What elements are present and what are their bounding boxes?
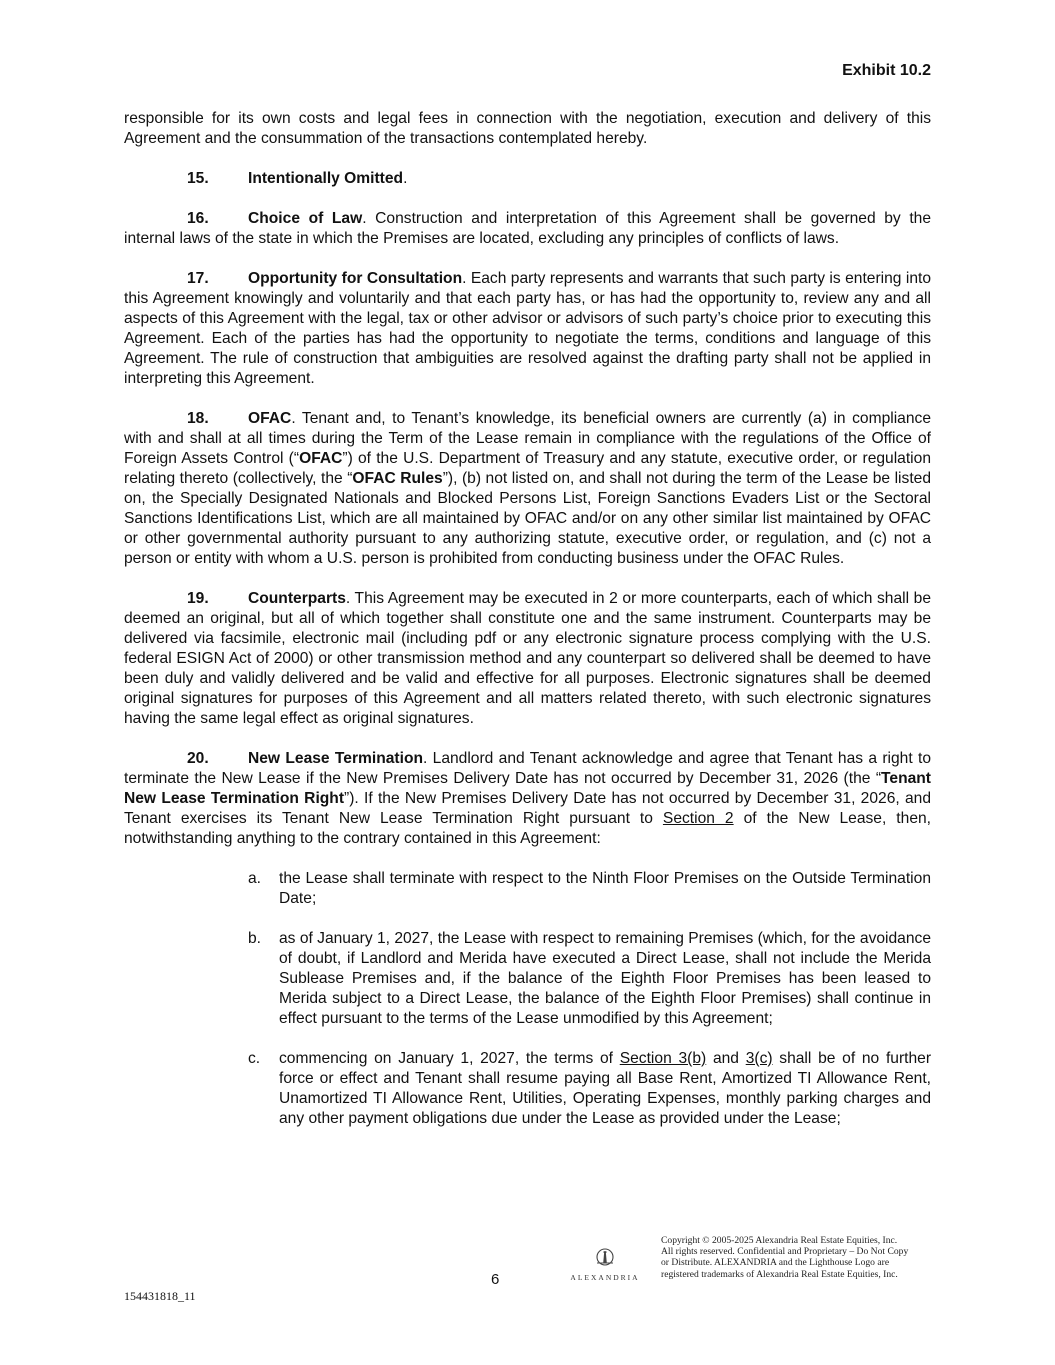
section-title: Opportunity for Consultation — [248, 270, 463, 287]
intro-paragraph: responsible for its own costs and legal fees in connection with the negotiation, execution and delivery of this Agreement and the consummation of the transactions contemplated hereby. — [124, 110, 931, 147]
section-16 — [124, 209, 931, 249]
list-letter: a. — [248, 870, 262, 887]
section-text: . This Agreement may be executed in 2 or more counterparts, each of which shall be deemed an original, but all of which together shall constitute one and the same instrument. Counterparts may be delivered via facsimile, electronic mail (including pdf or any electronic signature process complying with the U.S. federal ESIGN Act of 2000) or other transmission method and any counterpart so delivered shall be deemed to have been duly and validly delivered and be valid and effective for all purposes. Electronic signatures shall be deemed original signatures for purposes of this Agreement and all matters related thereto, with such electronic signatures having the same legal effect as original signatures. — [124, 590, 931, 727]
document-body — [124, 109, 931, 1149]
section-17 — [124, 269, 931, 389]
list-text: as of January 1, 2027, the Lease with respect to remaining Premises (which, for the avoidance of doubt, if Landlord and Merida have executed a Direct Lease, shall not include the Merida Sublease Premises and, if the balance of the Eighth Floor Premises has been leased to Merida subject to a Direct Lease, the balance of the Eighth Floor Premises) shall continue in effect pursuant to the terms of the Lease unmodified by this Agreement; — [279, 930, 931, 1027]
section-number: 19. — [187, 590, 209, 607]
copyright-line: All rights reserved. Confidential and Proprietary – Do Not Copy — [661, 1246, 909, 1258]
section-number: 15. — [187, 170, 209, 187]
section-text: . Landlord and Tenant acknowledge and agree that Tenant has a right to terminate the New Lease if the New Premises Delivery Date has not occurred by December 31, 2026 (the “ — [124, 750, 931, 787]
list-text: commencing on January 1, 2027, the terms of — [279, 1050, 620, 1067]
defined-term: OFAC Rules — [352, 470, 443, 487]
section-text: of the New Lease, then, notwithstanding anything to the contrary contained in this Agreement: — [124, 810, 931, 847]
section-title: OFAC — [248, 410, 292, 427]
defined-term: OFAC — [299, 450, 343, 467]
list-item-a — [124, 869, 931, 909]
section-reference: Section 3(b) — [619, 1050, 707, 1067]
copyright-notice — [661, 1235, 941, 1280]
page-number: 6 — [491, 1271, 500, 1288]
section-text: . Tenant and, to Tenant’s knowledge, its beneficial owners are currently (a) in compliance with and shall at all times during the Term of the Lease remain in compliance with the regulations of the Office of Foreign Assets Control (“ — [124, 410, 931, 467]
section-text: . Each party represents and warrants that such party is entering into this Agreement knowingly and voluntarily and that each party has, or has had the opportunity to, review any and all aspects of this Agreement with the legal, tax or other advisor or advisors of such party’s choice prior to executing this Agreement. Each of the parties has had the opportunity to negotiate the terms, conditions and language of this Agreement. The rule of construction that ambiguities are resolved against the drafting party shall not be applied in interpreting this Agreement. — [124, 270, 931, 387]
section-reference: Section 2 — [662, 810, 734, 827]
section-number: 18. — [187, 410, 209, 427]
copyright-line: or Distribute. ALEXANDRIA and the Lighthouse Logo are — [661, 1257, 890, 1269]
list-letter: c. — [248, 1050, 261, 1067]
section-text: . — [403, 170, 408, 187]
list-item-c — [124, 1049, 931, 1129]
section-18 — [124, 409, 931, 569]
section-number: 16. — [187, 210, 209, 227]
list-text: the Lease shall terminate with respect to the Ninth Floor Premises on the Outside Termination Date; — [279, 870, 931, 907]
section-title: Choice of Law — [248, 210, 363, 227]
copyright-line: registered trademarks of Alexandria Real Estate Equities, Inc. — [661, 1268, 898, 1280]
section-text: ”). If the New Premises Delivery Date has not occurred by December 31, 2026, and Tenant exercises its Tenant New Lease Termination Right pursuant to — [124, 790, 931, 827]
logo-text: ALEXANDRIA — [570, 1273, 640, 1282]
section-text: . Construction and interpretation of this Agreement shall be governed by the internal laws of the state in which the Premises are located, excluding any principles of conflicts of laws. — [124, 210, 931, 247]
section-title: New Lease Termination — [248, 750, 423, 767]
list-item-b — [124, 929, 931, 1029]
section-title: Counterparts — [248, 590, 346, 607]
exhibit-label: Exhibit 10.2 — [842, 62, 931, 79]
lighthouse-icon — [595, 1248, 615, 1266]
section-reference: 3(c) — [745, 1050, 773, 1067]
alexandria-logo — [566, 1248, 644, 1280]
defined-term: Tenant New Lease Termination Right — [124, 770, 931, 807]
section-text: ”) of the U.S. Department of Treasury and any statute, executive order, or regulation relating thereto (collectively, the “ — [124, 450, 931, 487]
list-letter: b. — [248, 930, 262, 947]
section-text: ”), (b) not listed on, and shall not during the term of the Lease be listed on, the Specially Designated Nationals and Blocked Persons List, Foreign Sanctions Evaders List or the Sectoral Sanctions Identifications List, which are all maintained by OFAC and/or on any other similar list maintained by OFAC or other governmental authority pursuant to any authorizing statute, executive order, or regulation, and (c) not a person or entity with whom a U.S. person is prohibited from conducting business under the OFAC Rules. — [124, 470, 931, 567]
section-15 — [124, 169, 931, 189]
copyright-line: Copyright © 2005-2025 Alexandria Real Estate Equities, Inc. — [661, 1235, 898, 1246]
section-number: 17. — [187, 270, 209, 287]
section-19 — [124, 589, 931, 729]
list-text: and — [706, 1050, 746, 1067]
document-id: 154431818_11 — [124, 1289, 196, 1303]
section-number: 20. — [187, 750, 209, 767]
section-20 — [124, 749, 931, 849]
section-title: Intentionally Omitted — [248, 170, 404, 187]
list-text: shall be of no further force or effect and Tenant shall resume paying all Base Rent, Amortized TI Allowance Rent, Unamortized TI Allowance Rent, Utilities, Operating Expenses, monthly parking charges and any other payment obligations due under the Lease as provided under the Lease; — [279, 1050, 932, 1127]
